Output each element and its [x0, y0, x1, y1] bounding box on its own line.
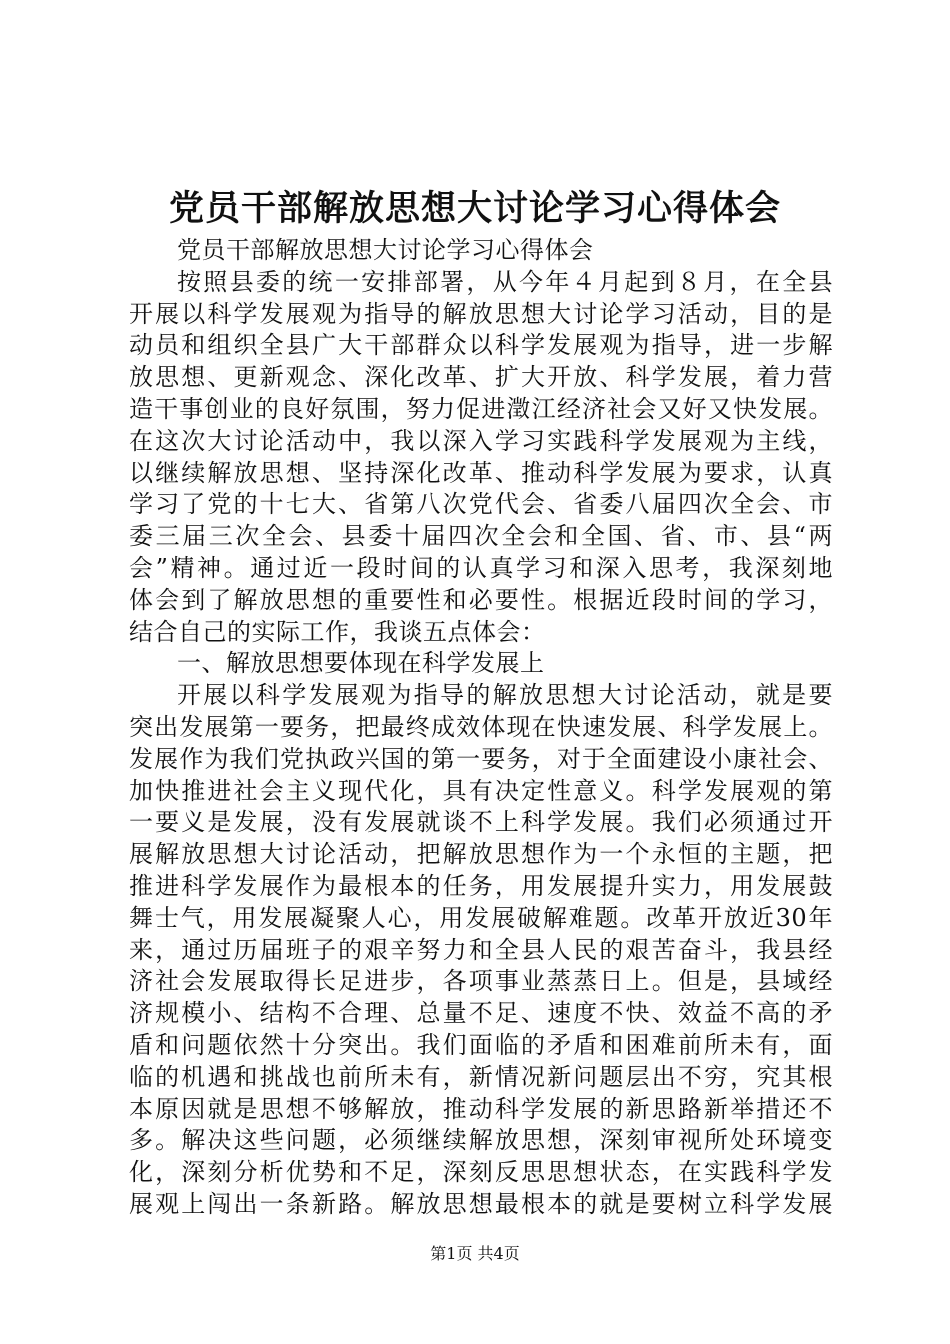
- text-line: 来，通过历届班子的艰辛努力和全县人民的艰苦奋斗，我县经: [129, 935, 833, 964]
- text-line: 本原因就是思想不够解放，推动科学发展的新思路新举措还不: [129, 1094, 833, 1123]
- text-line: 体会到了解放思想的重要性和必要性。根据近段时间的学习，: [129, 585, 833, 614]
- text-line: 济规模小、结构不合理、总量不足、速度不快、效益不高的矛: [129, 999, 833, 1028]
- document-body: [129, 235, 833, 1221]
- text-line: 放思想、更新观念、深化改革、扩大开放、科学发展，着力营: [129, 363, 833, 392]
- text-line: 按照县委的统一安排部署，从今年４月起到８月，在全县: [177, 267, 833, 296]
- text-line: 开展以科学发展观为指导的解放思想大讨论学习活动，目的是: [129, 299, 833, 328]
- text-line: 在这次大讨论活动中，我以深入学习实践科学发展观为主线，: [129, 426, 833, 455]
- text-line: 结合自己的实际工作，我谈五点体会：: [129, 617, 546, 646]
- text-line: 委三届三次全会、县委十届四次全会和全国、省、市、县“两: [129, 522, 833, 551]
- text-line: 造干事创业的良好氛围，努力促进澂江经济社会又好又快发展。: [129, 394, 833, 423]
- text-line: 会”精神。通过近一段时间的认真学习和深入思考，我深刻地: [129, 553, 833, 582]
- text-line: 推进科学发展作为最根本的任务，用发展提升实力，用发展鼓: [129, 871, 833, 900]
- section-heading: 一、解放思想要体现在科学发展上: [177, 649, 545, 678]
- text-line: 动员和组织全县广大干部群众以科学发展观为指导，进一步解: [129, 331, 833, 360]
- text-line: 一要义是发展，没有发展就谈不上科学发展。我们必须通过开: [129, 808, 833, 837]
- text-line: 学习了党的十七大、省第八次党代会、省委八届四次全会、市: [129, 490, 833, 519]
- subtitle-line: 党员干部解放思想大讨论学习心得体会: [177, 236, 594, 264]
- text-line: 临的机遇和挑战也前所未有，新情况新问题层出不穷，究其根: [129, 1062, 833, 1091]
- text-line: 以继续解放思想、坚持深化改革、推动科学发展为要求，认真: [129, 458, 833, 487]
- text-line: 化，深刻分析优势和不足，深刻反思思想状态，在实践科学发: [129, 1158, 833, 1187]
- text-line: 开展以科学发展观为指导的解放思想大讨论活动，就是要: [177, 681, 833, 710]
- document-title: 党员干部解放思想大讨论学习心得体会: [168, 188, 781, 229]
- text-line: 突出发展第一要务，把最终成效体现在快速发展、科学发展上。: [129, 712, 833, 741]
- text-line: 多。解决这些问题，必须继续解放思想，深刻审视所处环境变: [129, 1126, 833, 1155]
- text-line: 盾和问题依然十分突出。我们面临的矛盾和困难前所未有，面: [129, 1030, 833, 1059]
- text-line: 展观上闯出一条新路。解放思想最根本的就是要树立科学发展: [129, 1189, 833, 1218]
- text-line: 舞士气，用发展凝聚人心，用发展破解难题。改革开放近30年: [129, 903, 833, 932]
- text-line: 展解放思想大讨论活动，把解放思想作为一个永恒的主题，把: [129, 840, 833, 869]
- page-number-footer: 第1页 共4页: [430, 1244, 520, 1263]
- text-line: 发展作为我们党执政兴国的第一要务，对于全面建设小康社会、: [129, 744, 833, 773]
- text-line: 济社会发展取得长足进步，各项事业蒸蒸日上。但是，县域经: [129, 967, 833, 996]
- text-line: 加快推进社会主义现代化，具有决定性意义。科学发展观的第: [129, 776, 833, 805]
